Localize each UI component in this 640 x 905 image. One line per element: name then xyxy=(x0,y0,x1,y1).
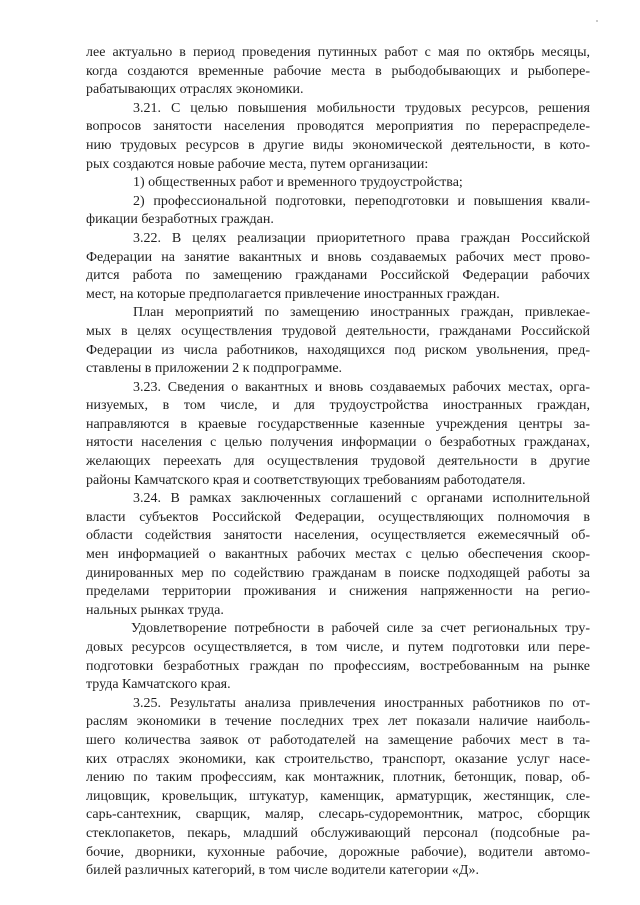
text-line: нию трудовых ресурсов в другие виды экономической деятельности, в кото- xyxy=(86,137,590,153)
text-line: нятости населения с целью получения информации о безработных гражданах, xyxy=(86,435,590,451)
paragraph-3-23-start: 3.23. Сведения о вакантных и вновь создаваемых рабочих местах, орга- xyxy=(133,379,590,395)
scan-speck xyxy=(596,20,598,22)
paragraph-plan-start: План мероприятий по замещению иностранных граждан, привлекае- xyxy=(133,305,590,321)
text-line: лицовщик, кровельщик, штукатур, каменщик, арматурщик, жестянщик, сле- xyxy=(86,788,590,804)
text-line: труда Камчатского края. xyxy=(86,677,231,693)
document-body xyxy=(86,44,590,881)
text-line: рых создаются новые рабочие места, путем организации: xyxy=(86,156,429,172)
text-line: рабатывающих отраслях экономики. xyxy=(86,82,304,98)
list-item-2: 2) профессиональной подготовки, переподготовки и повышения квали- xyxy=(133,193,590,209)
text-line: ставлены в приложении 2 к подпрограмме. xyxy=(86,361,343,377)
text-line: Федерации из числа работников, находящихся под риском увольнения, пред- xyxy=(86,342,590,358)
text-line: раслям экономики в течение последних трех лет показали наличие наиболь- xyxy=(86,714,590,730)
paragraph-3-24-start: 3.24. В рамках заключенных соглашений с органами исполнительной xyxy=(133,491,590,507)
text-line: пределами территории проживания и снижения напряженности на регио- xyxy=(86,584,590,600)
paragraph-satisfaction-start: Удовлетворение потребности в рабочей силе за счет региональных тру- xyxy=(131,621,590,637)
paragraph-3-21-start: 3.21. С целью повышения мобильности трудовых ресурсов, решения xyxy=(133,100,590,116)
text-line: лению по таким профессиям, как монтажник, плотник, бетонщик, повар, об- xyxy=(86,770,590,786)
text-line: когда создаются временные рабочие места в рыбодобывающих и рыбопере- xyxy=(86,63,590,79)
text-line: шего количества заявок от работодателей на замещение рабочих мест в та- xyxy=(86,732,590,748)
text-line: направляются в краевые государственные казенные учреждения центры за- xyxy=(86,416,590,432)
text-line: стеклопакетов, пекарь, младший обслуживающий персонал (подсобные ра- xyxy=(86,825,590,841)
text-line: бочие, дворники, кухонные рабочие, дорожные рабочие), водители автомо- xyxy=(86,844,590,860)
paragraph-3-25-start: 3.25. Результаты анализа привлечения иностранных работников по от- xyxy=(133,695,590,711)
text-line: мест, на которые предполагается привлечение иностранных граждан. xyxy=(86,286,500,302)
text-line: ких отраслях экономики, как строительство, транспорт, оказание услуг насе- xyxy=(86,751,590,767)
text-line: мых в целях осуществления трудовой деятельности, гражданами Российской xyxy=(86,323,590,339)
text-line: билей различных категорий, в том числе водители категории «Д». xyxy=(86,863,479,879)
text-line: фикации безработных граждан. xyxy=(86,212,274,228)
text-line: дится работа по замещению гражданами Российской Федерации рабочих xyxy=(86,268,590,284)
text-line: сарь-сантехник, сварщик, маляр, слесарь-судоремонтник, матрос, сборщик xyxy=(86,807,590,823)
text-line: подготовки безработных граждан по профессиям, востребованным на рынке xyxy=(86,658,590,674)
text-line: вопросов занятости населения проводятся мероприятия по перераспределе- xyxy=(86,119,590,135)
text-line: власти субъектов Российской Федерации, осуществляющих полномочия в xyxy=(86,509,590,525)
text-line: лее актуально в период проведения путинных работ с мая по октябрь месяцы, xyxy=(86,45,590,60)
paragraph-3-22-start: 3.22. В целях реализации приоритетного права граждан Российской xyxy=(133,230,590,246)
text-line: мен информацией о вакантных рабочих местах с целью обеспечения скоор- xyxy=(86,547,590,563)
text-line: районы Камчатского края и соответствующих требованиям работодателя. xyxy=(86,472,526,488)
text-line: Федерации на занятие вакантных и вновь создаваемых рабочих мест прово- xyxy=(86,249,590,265)
text-line: нальных рынках труда. xyxy=(86,602,224,618)
list-item-1: 1) общественных работ и временного трудоустройства; xyxy=(133,175,463,191)
text-line: динированных мер по содействию гражданам в поиске подходящей работы за xyxy=(86,565,590,581)
text-line: желающих переехать для осуществления трудовой деятельности в другие xyxy=(86,454,590,470)
text-line: низуемых, в том числе, и для трудоустройства иностранных граждан, xyxy=(86,398,590,414)
text-line: области содействия занятости населения, осуществляется ежемесячный об- xyxy=(86,528,590,544)
text-line: довых ресурсов осуществляется, в том числе, и путем подготовки или пере- xyxy=(86,640,590,655)
